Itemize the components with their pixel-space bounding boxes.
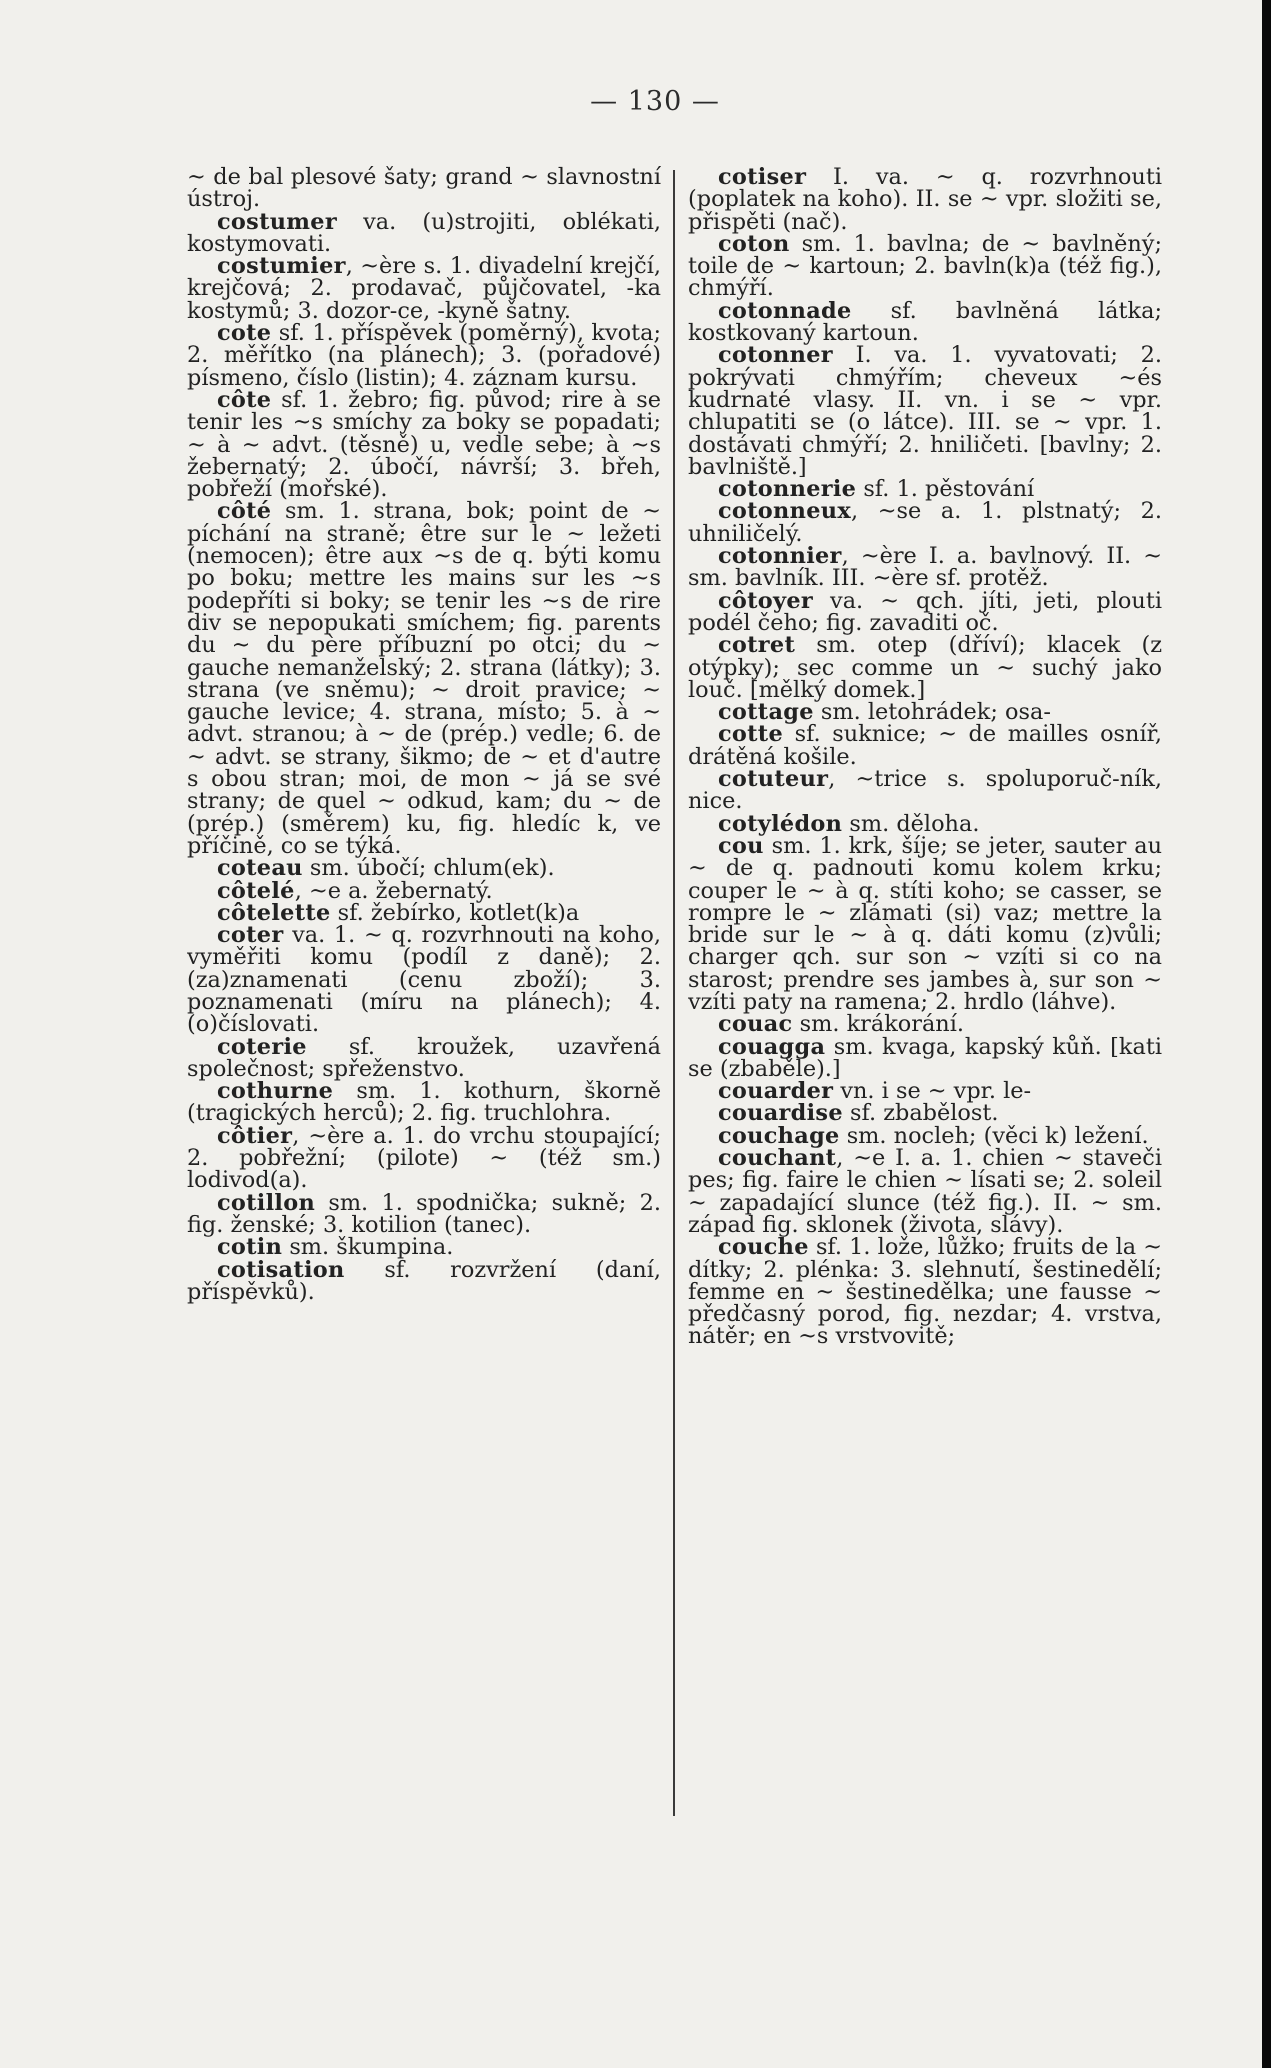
dictionary-entry	[688, 699, 1162, 726]
headword: coter	[217, 922, 284, 949]
dictionary-entry	[688, 768, 1162, 813]
headword: cotonnerie	[718, 476, 857, 503]
dictionary-entry	[187, 1033, 661, 1082]
dictionary-entry	[187, 1189, 661, 1238]
definition: sm. 1. strana, bok; point de ~ píchání na straně; être sur le ~ ležeti (nemocen); être aux ~s de q. býti komu po boku; mettre les mains sur les ~s podepříti si boky; se tenir les ~s de rire div se nepopukati smíchem; fig. parents du ~ du père příbuzní po otci; du ~ gauche nemanželský; 2. strana (látky); 3. strana (ve sněmu); ~ droit pravice; ~ gauche levice; 4. strana, místo; 5. à ~ advt. stranou; à ~ de (prép.) vedle; 6. de ~ advt. se strany, šikmo; de ~ et d'autre s obou stran; moi, de mon ~ já se své strany; de quel ~ odkud, kam; du ~ de (prép.) (směrem) ku, fig. hledíc k, ve příčině, co se týká.	[187, 498, 661, 859]
dictionary-entry	[688, 1100, 1162, 1127]
headword: cotonner	[718, 342, 833, 369]
dictionary-entry	[187, 386, 661, 503]
dictionary-entry	[187, 877, 661, 904]
headword: couardise	[718, 1100, 843, 1127]
headword: couchage	[718, 1122, 840, 1149]
definition: , ~ère s. 1. divadelní krejčí, krejčová; 2. prodavač, půjčovatel, -ka kostymů; 3. dozor-ce, -kyně šatny.	[187, 253, 661, 324]
dictionary-entry	[688, 476, 1162, 503]
dictionary-entry	[688, 1234, 1162, 1350]
definition: sm. otep (dříví); klacek (z otýpky); sec comme un ~ suchý jako louč. [mělký domek.]	[688, 632, 1162, 703]
dictionary-entry	[187, 899, 661, 926]
headword: couarder	[718, 1078, 834, 1105]
definition: sf. 1. pěstování	[856, 476, 1035, 503]
headword: cote	[217, 320, 272, 347]
headword: côtoyer	[718, 587, 813, 614]
definition: , ~trice s. spoluporuč-ník, nice.	[688, 766, 1162, 815]
headword: coton	[718, 230, 790, 257]
page-edge-shadow	[1262, 0, 1271, 2068]
dictionary-entry	[688, 344, 1162, 478]
right-column	[688, 166, 1162, 1826]
headword: couchant	[718, 1145, 837, 1172]
headword: cotisation	[217, 1256, 345, 1283]
headword: cotonnade	[718, 297, 852, 324]
dictionary-entry	[688, 587, 1162, 636]
dictionary-entry	[688, 810, 1162, 837]
definition: sf. 1. lože, lůžko; fruits de la ~ dítky; 2. plénka: 3. slehnutí, šestinedělí; femme en ~ šestinedělka; une fausse ~ předčasný porod, fig. nezdar; 4. vrstva, nátěr; en ~s vrstvovitě;	[688, 1234, 1162, 1350]
headword: couagga	[718, 1033, 826, 1060]
headword: costumer	[217, 208, 337, 235]
headword: cotret	[718, 632, 796, 659]
definition: , ~e a. žebernatý.	[294, 877, 493, 904]
headword: cotiser	[718, 166, 807, 190]
dictionary-entry	[187, 855, 661, 882]
definition: sf. zbabělost.	[842, 1100, 999, 1127]
dictionary-entry	[187, 1122, 661, 1194]
headword: côté	[217, 498, 272, 525]
dictionary-entry	[187, 922, 661, 1038]
dictionary-entry	[187, 255, 661, 322]
dictionary-entry	[688, 1078, 1162, 1105]
dictionary-entry	[688, 1147, 1162, 1236]
definition: , ~se a. 1. plstnatý; 2. uhniličelý.	[688, 498, 1162, 547]
dictionary-entry	[688, 230, 1162, 302]
headword: côtelette	[217, 899, 331, 926]
definition: sm. letohrádek; osa-	[813, 699, 1051, 726]
dictionary-entry	[688, 1122, 1162, 1149]
definition: sm. škumpina.	[282, 1234, 454, 1261]
definition: sf. 1. příspěvek (poměrný), kvota; 2. měřítko (na plánech); 3. (pořadové) písmeno, číslo (listin); 4. záznam kursu.	[187, 320, 661, 391]
dictionary-entry	[688, 545, 1162, 590]
headword: côtelé	[217, 877, 295, 904]
definition: sf. suknice; ~ de mailles osníř, drátěná košile.	[688, 721, 1162, 770]
dictionary-entry	[688, 832, 1162, 1015]
headword: côtier	[217, 1122, 293, 1149]
definition: sf. rozvržení (daní, příspěvků).	[187, 1256, 661, 1305]
definition: sm. kvaga, kapský kůň. [kati se (zbaběle).]	[688, 1033, 1162, 1082]
headword: cothurne	[217, 1078, 334, 1105]
definition: sm. úbočí; chlum(ek).	[302, 855, 555, 882]
definition: sf. žebírko, kotlet(k)a	[330, 899, 580, 926]
headword: coterie	[217, 1033, 307, 1060]
dictionary-entry	[688, 1033, 1162, 1082]
headword: cotonneux	[718, 498, 851, 525]
dictionary-entry	[688, 166, 1162, 233]
headword: cotylédon	[718, 810, 843, 837]
dictionary-entry: ~ de bal plesové šaty; grand ~ slavnostní ústroj.	[187, 166, 661, 213]
definition: va. (u)strojiti, oblékati, kostymovati.	[187, 208, 661, 257]
headword: côte	[217, 386, 272, 413]
headword: coteau	[217, 855, 303, 882]
definition: sm. 1. bavlna; de ~ bavlněný; toile de ~ kartoun; 2. bavln(k)a (též fig.), chmýří.	[688, 230, 1162, 302]
definition: sm. 1. krk, šíje; se jeter, sauter au ~ de q. padnouti komu kolem krku; couper le ~ à q. stíti koho; se casser, se rompre le ~ zlámati (si) vaz; mettre la bride sur le ~ à q. dáti komu (z)vůli; charger qch. sur son ~ vzíti si co na starost; prendre ses jambes à, sur son ~ vzíti paty na ramena; 2. hrdlo (láhve).	[688, 832, 1162, 1015]
dictionary-entry	[688, 634, 1162, 701]
headword: cotillon	[217, 1189, 316, 1216]
definition: va. ~ qch. jíti, jeti, plouti podél čeho; fig. zavaditi oč.	[688, 587, 1162, 636]
definition: sf. kroužek, uzavřená společnost; spřeženstvo.	[187, 1033, 661, 1082]
definition: va. 1. ~ q. rozvrhnouti na koho, vyměřiti komu (podíl z daně); 2. (za)znamenati (cenu zboží); 3. poznamenati (míru na plánech); 4. (o)číslovati.	[187, 922, 661, 1038]
definition: , ~ère a. 1. do vrchu stoupající; 2. pobřežní; (pilote) ~ (též sm.) lodivod(a).	[187, 1122, 661, 1194]
dictionary-entry	[187, 322, 661, 389]
definition: sm. děloha.	[842, 810, 980, 837]
headword: cottage	[718, 699, 814, 726]
column-divider	[673, 170, 675, 1816]
dictionary-entry	[688, 297, 1162, 347]
definition: sf. 1. žebro; fig. původ; rire à se tenir les ~s smíchy za boky se popadati; ~ à ~ advt. (těsně) u, vedle sebe; à ~s žebernatý; 2. úbočí, návrší; 3. břeh, pobřeží (mořské).	[187, 386, 661, 503]
dictionary-entry	[187, 1234, 661, 1261]
definition: sf. bavlněná látka; kostkovaný kartoun.	[688, 297, 1162, 347]
dictionary-entry	[187, 1080, 661, 1125]
dictionary-entry	[688, 1011, 1162, 1038]
headword: cotin	[217, 1234, 283, 1261]
headword: costumier	[217, 253, 346, 280]
page-number: — 130 —	[590, 86, 720, 117]
definition: , ~e I. a. 1. chien ~ staveči pes; fig. faire le chien ~ lísati se; 2. soleil ~ zapadající slunce (též fig.). II. ~ sm. západ fig. sklonek (života, slávy).	[688, 1145, 1162, 1238]
headword: couche	[718, 1234, 809, 1261]
definition: sm. 1. spodnička; sukně; 2. fig. ženské; 3. kotilion (tanec).	[187, 1189, 661, 1238]
headword: cotte	[718, 721, 783, 748]
definition: I. va. ~ q. rozvrhnouti (poplatek na koho). II. se ~ vpr. složiti se, přispěti (nač).	[688, 166, 1162, 235]
definition: sm. nocleh; (věci k) ležení.	[839, 1122, 1149, 1149]
definition: sm. krákorání.	[792, 1011, 964, 1038]
dictionary-entry	[187, 208, 661, 257]
headword: cotonnier	[718, 543, 842, 570]
definition: sm. 1. kothurn, škorně (tragických herců); 2. fig. truchlohra.	[187, 1078, 661, 1127]
headword: couac	[718, 1011, 793, 1038]
left-column	[187, 166, 661, 1826]
headword: cotuteur	[718, 766, 829, 793]
dictionary-entry	[688, 500, 1162, 545]
definition: , ~ère I. a. bavlnový. II. ~ sm. bavlník. III. ~ère sf. protěž.	[688, 543, 1162, 592]
headword: cou	[718, 832, 764, 859]
dictionary-entry	[187, 500, 661, 857]
definition: I. va. 1. vyvatovati; 2. pokrývati chmýřím; cheveux ~és kudrnaté vlasy. II. vn. i se ~ vpr. chlupatiti se (o látce). III. se ~ vpr. 1. dostávati chmýří; 2. hniličeti. [bavlny; 2. bavlniště.]	[688, 342, 1162, 480]
definition: vn. i se ~ vpr. le-	[833, 1078, 1032, 1105]
dictionary-entry	[688, 723, 1162, 768]
dictionary-entry	[187, 1256, 661, 1305]
